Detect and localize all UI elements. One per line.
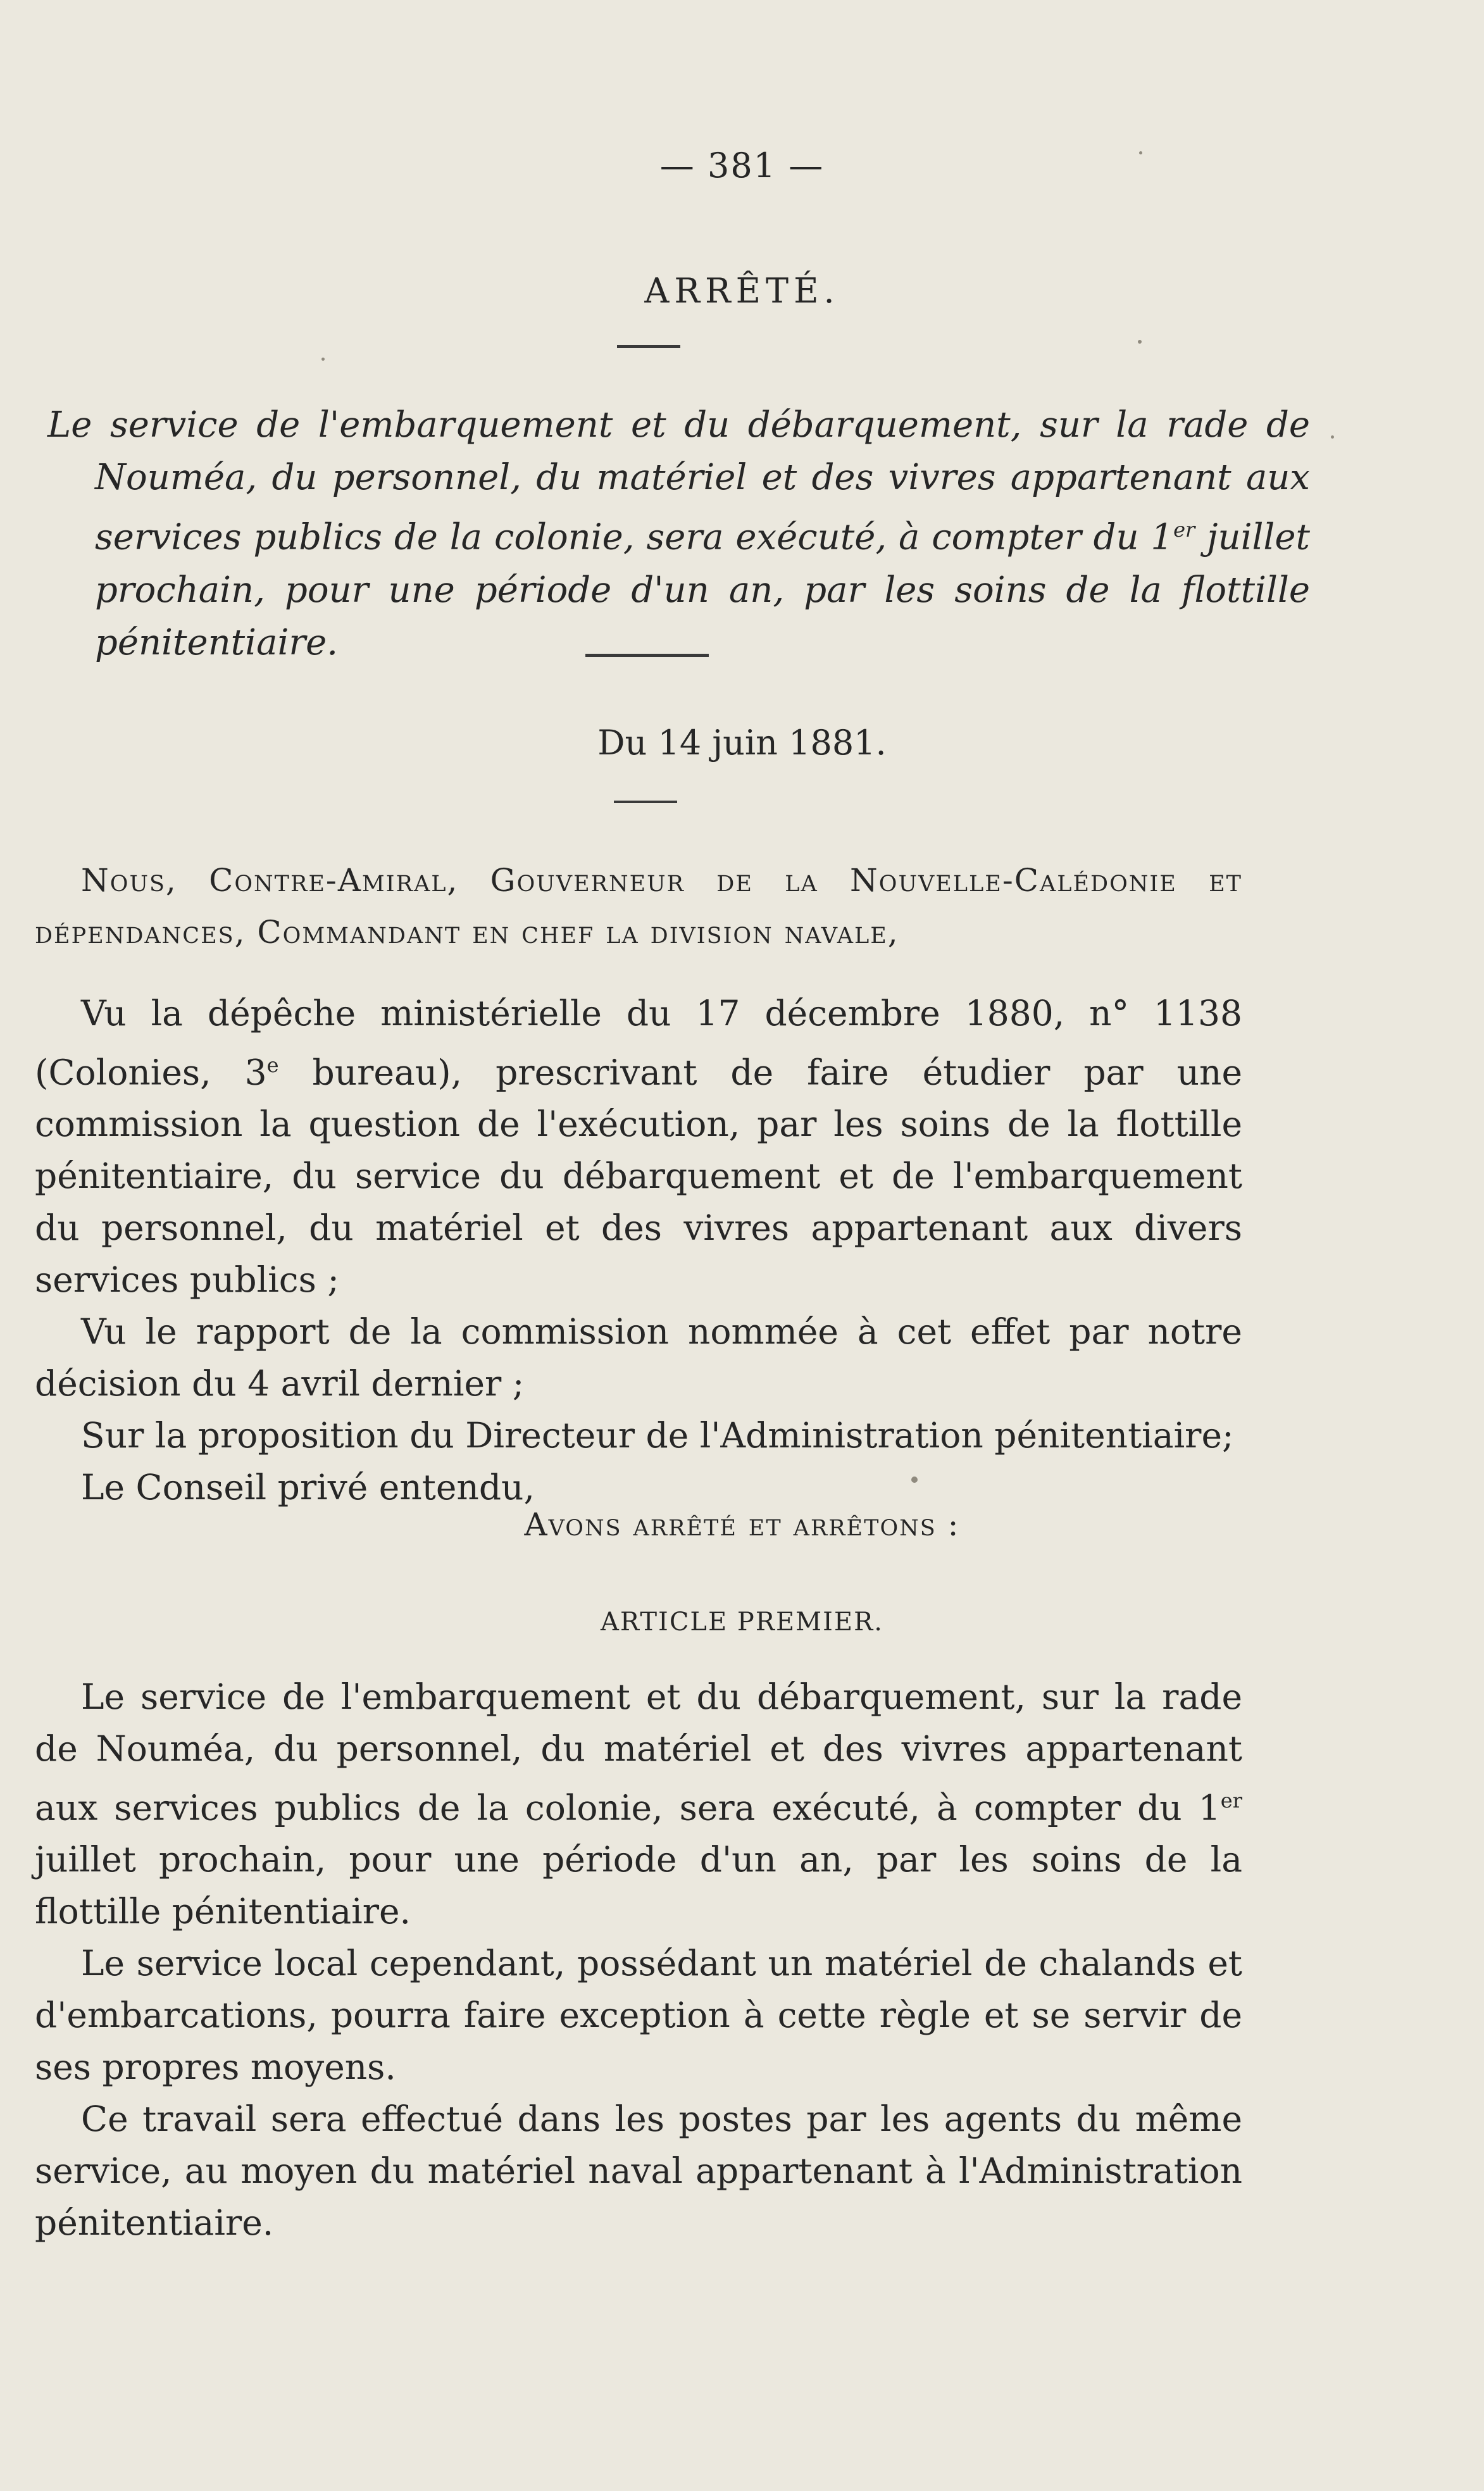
consideration-3: Sur la proposition du Directeur de l'Administration pénitentiaire; — [81, 1415, 1234, 1456]
article-paragraph-2: Le service local cependant, possédant un matériel de chalands et d'embarcations, pourra faire exception à cette règle et se servir de ses propres moyens. — [35, 1943, 1242, 2088]
article-paragraph-1-superscript: er — [1220, 1789, 1242, 1813]
date-line: Du 14 juin 1881. — [597, 723, 887, 763]
article-heading: ARTICLE PREMIER. — [601, 1608, 883, 1637]
summary-text-end: juillet prochain, pour une période d'un an, par les soins de la flottille pénitentiaire. — [95, 516, 1310, 663]
article-paragraph-3: Ce travail sera effectué dans les postes par les agents du même service, au moyen du matériel naval appartenant à l'Administration pénitentiaire. — [35, 2099, 1242, 2244]
summary-superscript: er — [1173, 518, 1195, 542]
consideration-4: Le Conseil privé entendu, — [81, 1467, 535, 1508]
article-body — [35, 1671, 1242, 2249]
article-paragraph-1 — [35, 1671, 1242, 1937]
consideration-1-superscript: e — [266, 1053, 279, 1077]
preamble-text: Nous, Contre-Amiral, Gouverneur de la Nouvelle-Calédonie et dépendances, Commandant en chef la division navale, — [35, 862, 1242, 951]
preamble — [35, 854, 1242, 958]
paper-speck — [1139, 151, 1142, 154]
summary-paragraph — [47, 399, 1310, 669]
title-rule — [617, 345, 680, 348]
paper-speck — [321, 358, 325, 361]
page-number: — 381 — — [659, 146, 825, 185]
summary-text-start: Le service de l'embarquement et du débarquement, sur la rade de Nouméa, du personnel, du matériel et des vivres appartenant aux services publics de la colonie, sera exécuté, à compter du 1 — [47, 404, 1310, 558]
article-paragraph-1-end: juillet prochain, pour une période d'un an, par les soins de la flottille pénitentiaire. — [35, 1839, 1242, 1932]
consideration-1 — [35, 987, 1242, 1306]
article-paragraph-1-start: Le service de l'embarquement et du débarquement, sur la rade de Nouméa, du personnel, du matériel et des vivres appartenant aux services publics de la colonie, sera exécuté, à compter du 1 — [35, 1676, 1242, 1828]
decree-formula: Avons arrêté et arrêtons : — [524, 1506, 960, 1543]
consideration-2: Vu le rapport de la commission nommée à cet effet par notre décision du 4 avril dernier ; — [35, 1311, 1242, 1404]
summary-rule — [585, 654, 709, 657]
consideration-1-end: bureau), prescrivant de faire étudier par une commission la question de l'exécution, par les soins de la flottille pénitentiaire, du service du débarquement et de l'embarquement du personnel, du matériel et des vivres appartenant aux divers services publics ; — [35, 1052, 1242, 1301]
considerations — [35, 987, 1242, 1513]
consideration-1-start: Vu la dépêche ministérielle du 17 décembre 1880, n° 1138 (Colonies, 3 — [35, 993, 1242, 1093]
paper-speck — [911, 1476, 918, 1483]
paper-speck — [1138, 340, 1142, 344]
document-title: ARRÊTÉ. — [644, 271, 840, 311]
paper-speck — [1331, 435, 1334, 439]
date-rule — [614, 801, 677, 803]
